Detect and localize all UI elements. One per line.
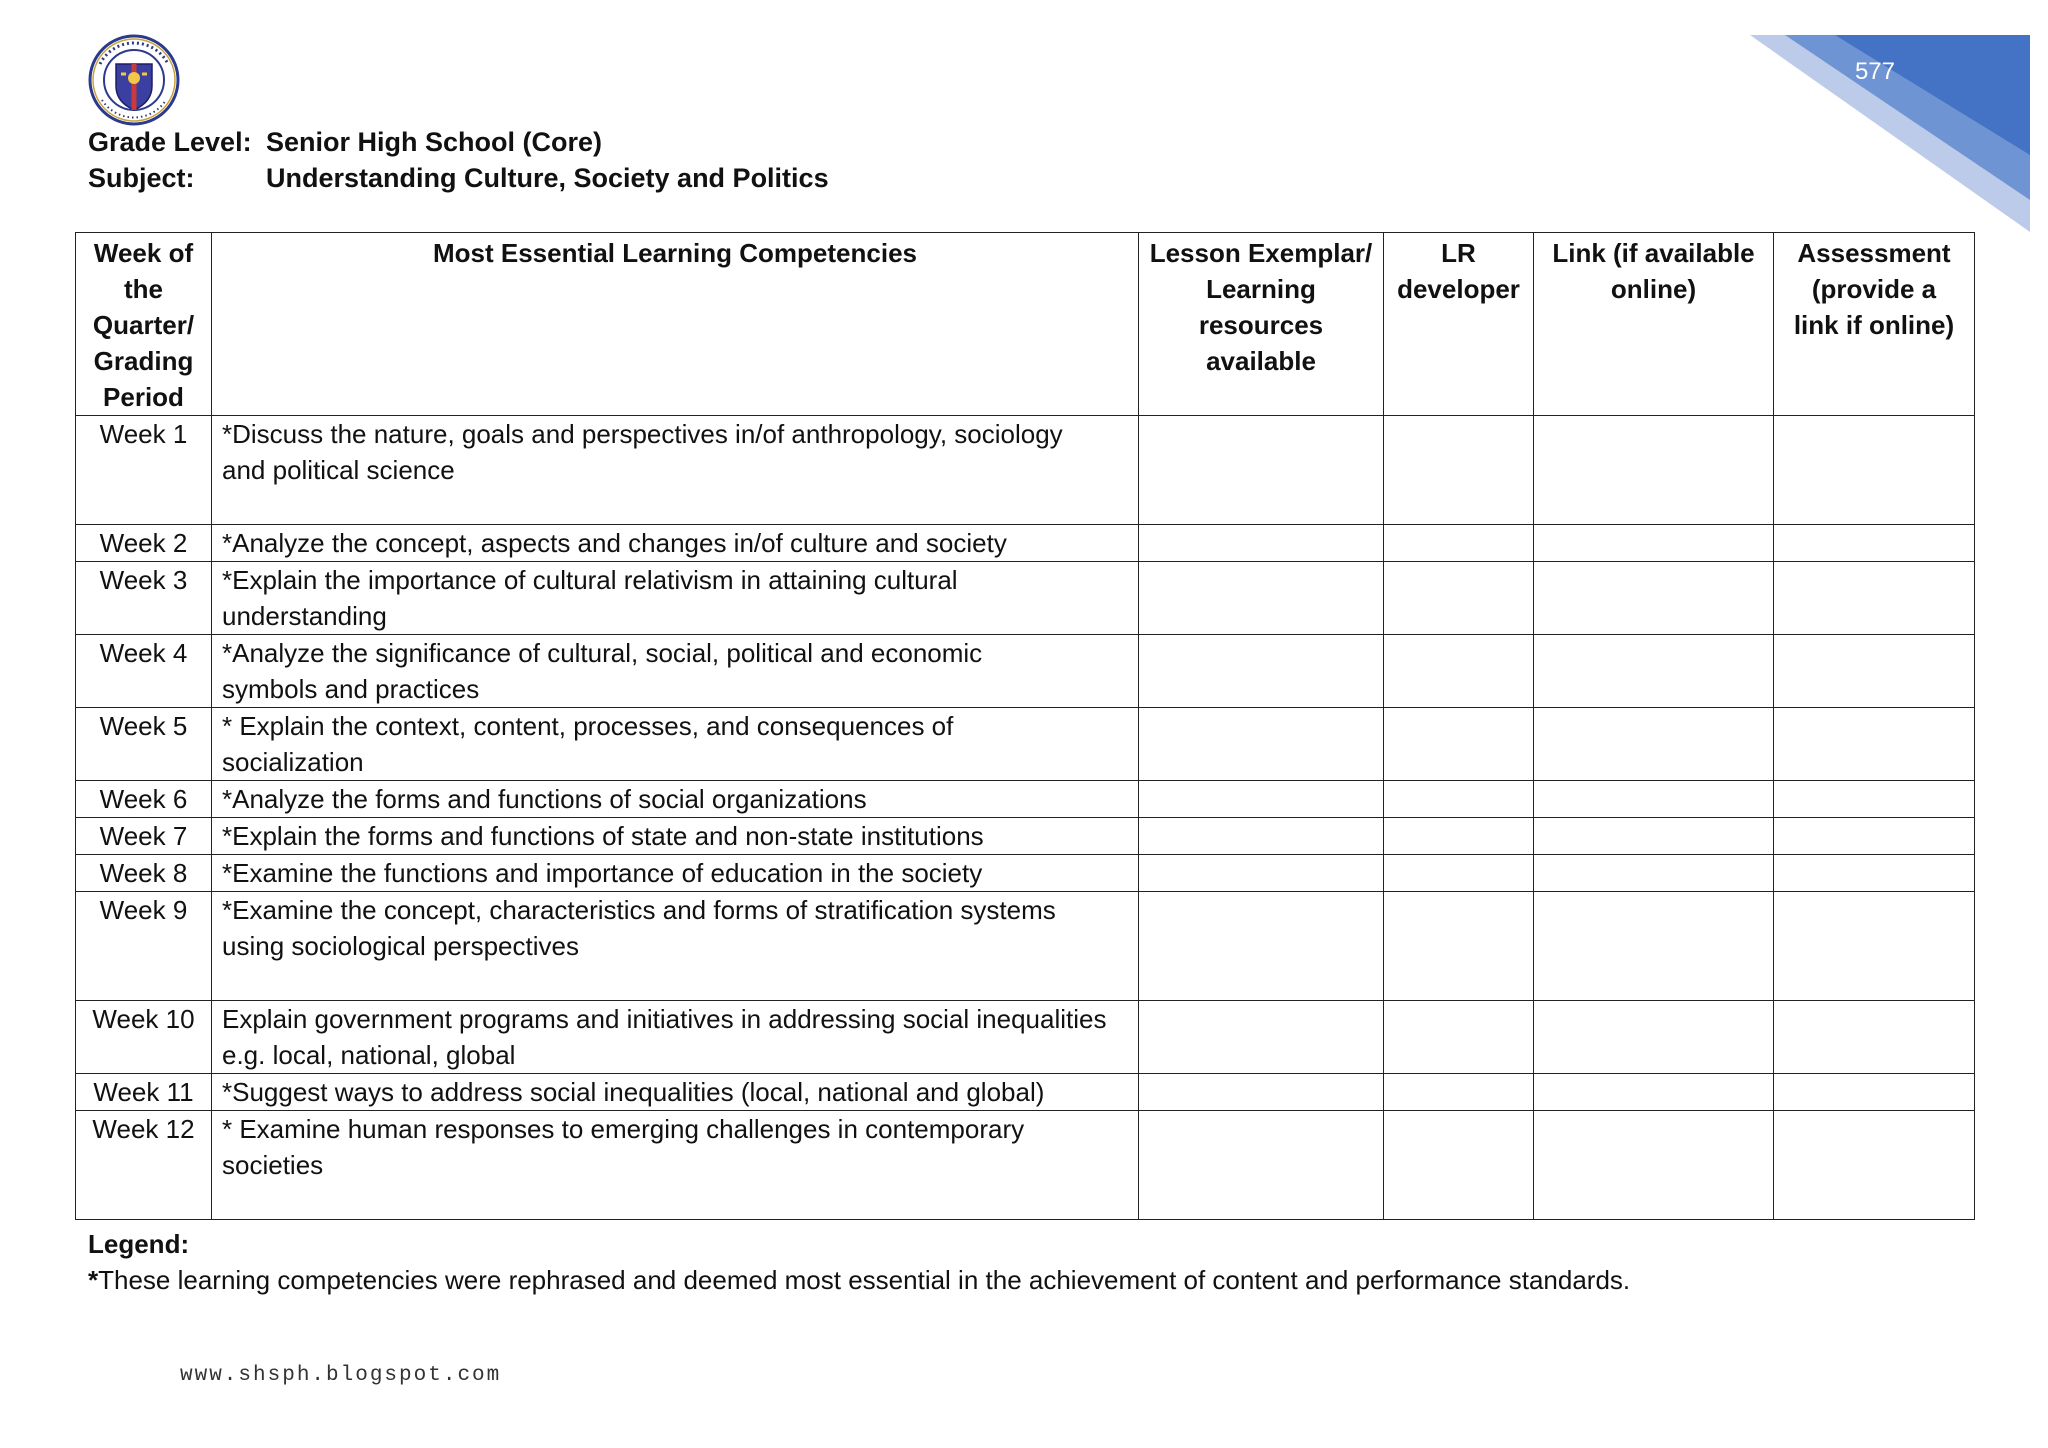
competency-cell bbox=[212, 1001, 1139, 1074]
competency-cell bbox=[212, 1074, 1139, 1111]
table-row bbox=[76, 635, 1975, 708]
cell-lr-developer bbox=[1384, 416, 1534, 525]
header-lesson-exemplar bbox=[1139, 233, 1384, 416]
cell-lesson-exemplar bbox=[1139, 818, 1384, 855]
header-lesson-exemplar-line: resources bbox=[1198, 310, 1324, 340]
competency-line: *Analyze the forms and functions of social organizations bbox=[222, 784, 867, 814]
competency-line: *Examine the functions and importance of education in the society bbox=[222, 858, 983, 888]
cell-lr-developer bbox=[1384, 635, 1534, 708]
subject-row bbox=[88, 160, 829, 196]
cell-link bbox=[1534, 1001, 1774, 1074]
table-row bbox=[76, 525, 1975, 562]
competency-line: *Suggest ways to address social inequalities (local, national and global) bbox=[222, 1077, 1045, 1107]
week-cell: Week 4 bbox=[76, 635, 212, 708]
competency-line: understanding bbox=[222, 601, 387, 631]
header-assessment-line: link if online) bbox=[1793, 310, 1955, 340]
header-link-line: Link (if available bbox=[1552, 238, 1755, 268]
cell-link bbox=[1534, 781, 1774, 818]
header-assessment bbox=[1774, 233, 1975, 416]
cell-lesson-exemplar bbox=[1139, 1074, 1384, 1111]
cell-link bbox=[1534, 708, 1774, 781]
cell-lr-developer bbox=[1384, 525, 1534, 562]
table-row bbox=[76, 1111, 1975, 1220]
week-cell: Week 6 bbox=[76, 781, 212, 818]
cell-assessment bbox=[1774, 1111, 1975, 1220]
table-row bbox=[76, 892, 1975, 1001]
week-cell: Week 3 bbox=[76, 562, 212, 635]
competency-cell bbox=[212, 855, 1139, 892]
cell-lesson-exemplar bbox=[1139, 416, 1384, 525]
table-row bbox=[76, 855, 1975, 892]
grade-level-label: Grade Level: bbox=[88, 126, 252, 157]
cell-assessment bbox=[1774, 781, 1975, 818]
cell-assessment bbox=[1774, 562, 1975, 635]
header-week-line: Period bbox=[103, 382, 184, 412]
table-row bbox=[76, 818, 1975, 855]
competency-cell bbox=[212, 635, 1139, 708]
competency-line: *Explain the forms and functions of state and non-state institutions bbox=[222, 821, 984, 851]
corner-decoration bbox=[0, 0, 2048, 240]
cell-lesson-exemplar bbox=[1139, 562, 1384, 635]
cell-assessment bbox=[1774, 1074, 1975, 1111]
cell-lr-developer bbox=[1384, 892, 1534, 1001]
table-row bbox=[76, 781, 1975, 818]
header-lr-developer-line: developer bbox=[1397, 274, 1520, 304]
cell-assessment bbox=[1774, 855, 1975, 892]
header-link-line: online) bbox=[1610, 274, 1697, 304]
table-header-row bbox=[76, 233, 1975, 416]
competency-cell bbox=[212, 818, 1139, 855]
cell-lr-developer bbox=[1384, 708, 1534, 781]
cell-lr-developer bbox=[1384, 1111, 1534, 1220]
week-cell: Week 8 bbox=[76, 855, 212, 892]
cell-link bbox=[1534, 1074, 1774, 1111]
legend-star: * bbox=[88, 1265, 99, 1295]
cell-lesson-exemplar bbox=[1139, 1111, 1384, 1220]
grade-level-row bbox=[88, 124, 829, 160]
legend-title: Legend: bbox=[88, 1229, 190, 1259]
cell-lr-developer bbox=[1384, 1001, 1534, 1074]
cell-assessment bbox=[1774, 635, 1975, 708]
header-link bbox=[1534, 233, 1774, 416]
competency-cell bbox=[212, 562, 1139, 635]
header-lesson-exemplar-line: available bbox=[1206, 346, 1316, 376]
competency-cell bbox=[212, 1111, 1139, 1220]
legend-note bbox=[88, 1262, 1630, 1298]
week-cell: Week 11 bbox=[76, 1074, 212, 1111]
cell-lr-developer bbox=[1384, 855, 1534, 892]
header-week-line: Week of bbox=[93, 238, 194, 268]
header-assessment-line: Assessment bbox=[1797, 238, 1951, 268]
competency-line: e.g. local, national, global bbox=[222, 1040, 516, 1070]
header-competencies bbox=[212, 233, 1139, 416]
header-lr-developer-line: LR bbox=[1441, 238, 1476, 268]
cell-link bbox=[1534, 855, 1774, 892]
week-cell: Week 1 bbox=[76, 416, 212, 525]
week-cell: Week 9 bbox=[76, 892, 212, 1001]
header-lesson-exemplar-line: Learning bbox=[1206, 274, 1316, 304]
cell-assessment bbox=[1774, 416, 1975, 525]
competency-cell bbox=[212, 708, 1139, 781]
competency-line: * Explain the context, content, processes, and consequences of bbox=[222, 711, 954, 741]
competency-cell bbox=[212, 892, 1139, 1001]
legend-text: These learning competencies were rephrased and deemed most essential in the achievement of content and performance standards. bbox=[98, 1265, 1631, 1295]
table-row bbox=[76, 416, 1975, 525]
cell-lr-developer bbox=[1384, 562, 1534, 635]
cell-lesson-exemplar bbox=[1139, 1001, 1384, 1074]
competency-line: symbols and practices bbox=[222, 674, 480, 704]
cell-link bbox=[1534, 562, 1774, 635]
cell-lesson-exemplar bbox=[1139, 708, 1384, 781]
competency-line: *Analyze the concept, aspects and changes in/of culture and society bbox=[222, 528, 1007, 558]
cell-lr-developer bbox=[1384, 1074, 1534, 1111]
legend bbox=[88, 1226, 1630, 1298]
footer-url: www.shsph.blogspot.com bbox=[180, 1364, 502, 1387]
table-row bbox=[76, 562, 1975, 635]
cell-lr-developer bbox=[1384, 781, 1534, 818]
cell-link bbox=[1534, 1111, 1774, 1220]
header-week bbox=[76, 233, 212, 416]
subject-value: Understanding Culture, Society and Politics bbox=[266, 162, 829, 193]
table-body bbox=[76, 416, 1975, 1220]
subject-label: Subject: bbox=[88, 162, 195, 193]
week-cell: Week 2 bbox=[76, 525, 212, 562]
cell-lesson-exemplar bbox=[1139, 892, 1384, 1001]
header-week-line: Quarter/ bbox=[92, 310, 195, 340]
cell-lesson-exemplar bbox=[1139, 855, 1384, 892]
competencies-table bbox=[75, 232, 1975, 1220]
table-row bbox=[76, 1001, 1975, 1074]
cell-assessment bbox=[1774, 525, 1975, 562]
document-meta bbox=[88, 124, 829, 196]
header-lesson-exemplar-line: Lesson Exemplar/ bbox=[1149, 238, 1373, 268]
deped-seal-logo bbox=[88, 34, 180, 126]
cell-lesson-exemplar bbox=[1139, 525, 1384, 562]
cell-link bbox=[1534, 416, 1774, 525]
competency-line: socialization bbox=[222, 747, 364, 777]
table-row bbox=[76, 708, 1975, 781]
table-row bbox=[76, 1074, 1975, 1111]
competency-line: using sociological perspectives bbox=[222, 931, 579, 961]
competency-line: *Examine the concept, characteristics and forms of stratification systems bbox=[222, 895, 1056, 925]
cell-lesson-exemplar bbox=[1139, 781, 1384, 818]
header-assessment-line: (provide a bbox=[1811, 274, 1937, 304]
cell-lr-developer bbox=[1384, 818, 1534, 855]
cell-assessment bbox=[1774, 708, 1975, 781]
cell-lesson-exemplar bbox=[1139, 635, 1384, 708]
week-cell: Week 10 bbox=[76, 1001, 212, 1074]
header-week-line: Grading bbox=[93, 346, 194, 376]
grade-level-value: Senior High School (Core) bbox=[266, 126, 603, 157]
page-number: 577 bbox=[1854, 58, 1895, 85]
competency-line: *Analyze the significance of cultural, social, political and economic bbox=[222, 638, 983, 668]
competency-cell bbox=[212, 416, 1139, 525]
header-competencies-line: Most Essential Learning Competencies bbox=[432, 238, 917, 268]
cell-link bbox=[1534, 818, 1774, 855]
cell-link bbox=[1534, 635, 1774, 708]
header-week-line: the bbox=[124, 274, 163, 304]
header-lr-developer bbox=[1384, 233, 1534, 416]
week-cell: Week 7 bbox=[76, 818, 212, 855]
cell-assessment bbox=[1774, 892, 1975, 1001]
cell-link bbox=[1534, 525, 1774, 562]
competency-line: Explain government programs and initiatives in addressing social inequalities bbox=[222, 1004, 1107, 1034]
week-cell: Week 12 bbox=[76, 1111, 212, 1220]
competency-line: societies bbox=[222, 1150, 324, 1180]
week-cell: Week 5 bbox=[76, 708, 212, 781]
cell-link bbox=[1534, 892, 1774, 1001]
competency-cell bbox=[212, 525, 1139, 562]
cell-assessment bbox=[1774, 818, 1975, 855]
competency-line: *Explain the importance of cultural relativism in attaining cultural bbox=[222, 565, 958, 595]
competency-line: *Discuss the nature, goals and perspectives in/of anthropology, sociology bbox=[222, 419, 1063, 449]
cell-assessment bbox=[1774, 1001, 1975, 1074]
competency-line: * Examine human responses to emerging challenges in contemporary bbox=[222, 1114, 1025, 1144]
competency-cell bbox=[212, 781, 1139, 818]
competency-line: and political science bbox=[222, 455, 455, 485]
